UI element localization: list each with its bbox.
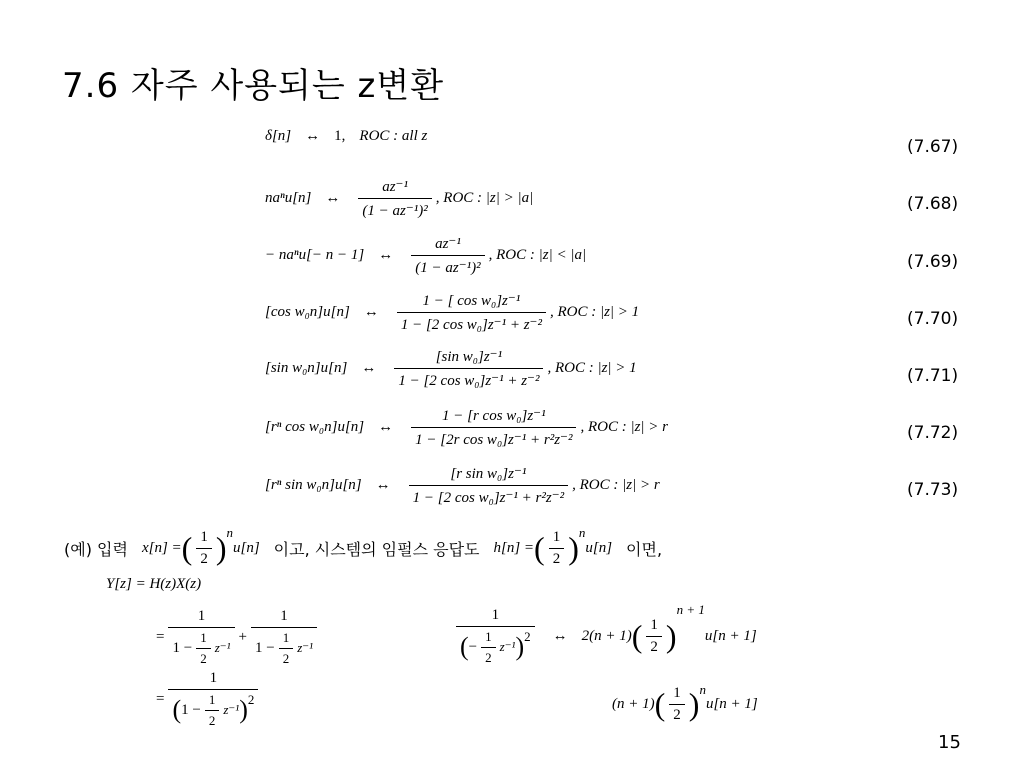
example-statement	[64, 525, 662, 571]
fraction-denominator: 2	[669, 704, 685, 724]
half-fraction	[481, 629, 496, 666]
double-arrow-icon: ↔	[552, 627, 568, 644]
fraction-numerator: 1	[485, 628, 492, 644]
equals-sign: =	[156, 628, 165, 645]
pair-lhs: naⁿu[n]	[265, 189, 312, 206]
squared-term	[456, 607, 535, 666]
z-pair-cosine	[265, 290, 639, 334]
right-paren: )	[515, 632, 525, 661]
equation-number: (7.67)	[907, 137, 959, 157]
x-n-label: x[n] =	[141, 539, 182, 556]
pair-fraction	[397, 291, 546, 334]
z-pair-n-a-power-n	[265, 176, 533, 220]
pair-roc: , ROC : |z| > r	[580, 418, 668, 435]
right-paren: )	[239, 695, 248, 724]
left-paren: (	[172, 695, 182, 724]
pair-roc: , ROC : |z| > 1	[547, 359, 637, 376]
pair-roc: , ROC : |z| < |a|	[488, 246, 587, 263]
pair-fraction	[394, 347, 543, 390]
equation-number: (7.73)	[907, 480, 959, 500]
fraction-denominator	[251, 627, 317, 667]
pair-fraction	[411, 406, 576, 449]
power-two: 2	[247, 691, 255, 707]
y-squared-expression	[156, 668, 262, 730]
pair-roc: , ROC : |z| > 1	[549, 303, 640, 320]
pair-fraction	[411, 234, 484, 277]
left-paren: (	[460, 632, 469, 661]
y-sum-expression	[156, 604, 321, 670]
double-arrow-icon: ↔	[361, 359, 377, 376]
double-arrow-icon: ↔	[378, 418, 394, 435]
double-arrow-icon: ↔	[378, 246, 394, 263]
equation-number: (7.70)	[907, 309, 959, 329]
pair-fraction	[358, 177, 431, 220]
left-paren: (	[654, 686, 666, 722]
half-fraction	[196, 630, 211, 667]
fraction-denominator: 2	[279, 648, 294, 667]
power-n: n	[226, 525, 233, 540]
fraction-denominator	[168, 627, 234, 667]
u-n: u[n]	[232, 539, 260, 556]
z-inverse: z⁻¹	[223, 702, 240, 717]
left-paren: (	[534, 530, 545, 566]
pair-rhs: 1,	[334, 127, 346, 144]
fraction-numerator: 1	[209, 669, 218, 686]
equation-number: (7.69)	[907, 252, 959, 272]
fraction-numerator: [sin w₀]z⁻¹	[435, 348, 503, 365]
fraction-denominator: 2	[196, 548, 212, 568]
z-pair-sine	[265, 346, 637, 390]
z-pair-left-sided	[265, 233, 586, 277]
fraction-denominator: (1 − az⁻¹)²	[411, 255, 484, 277]
fraction-numerator: 1	[208, 691, 216, 707]
second-term	[251, 608, 317, 667]
fraction-numerator: 1	[491, 606, 500, 623]
fraction-denominator	[168, 689, 258, 729]
fraction-numerator: 1	[650, 616, 658, 633]
y-definition	[106, 573, 201, 595]
fraction-denominator: 1 − [2r cos w₀]z⁻¹ + r²z⁻²	[411, 427, 576, 449]
side-transform-pair	[452, 602, 757, 670]
left-paren: (	[181, 530, 193, 566]
pair-roc: , ROC : |z| > |a|	[435, 189, 534, 206]
fraction-numerator: 1	[200, 528, 208, 545]
z-pair-delta	[265, 124, 427, 148]
half-fraction	[205, 692, 220, 729]
right-paren: )	[665, 618, 677, 654]
u-n: u[n]	[585, 539, 613, 556]
double-arrow-icon: ↔	[325, 189, 341, 206]
u-n-plus-1: u[n + 1]	[704, 627, 757, 644]
fraction-numerator: 1	[673, 684, 681, 701]
one-minus: 1 −	[172, 639, 193, 656]
fraction-denominator: 1 − [2 cos w₀]z⁻¹ + z⁻²	[394, 368, 543, 390]
equation-number: (7.72)	[907, 423, 959, 443]
pair-lhs: δ[n]	[265, 127, 292, 144]
power-n-plus-1: n + 1	[676, 602, 705, 617]
fraction-denominator: 1 − [2 cos w₀]z⁻¹ + r²z⁻²	[409, 485, 568, 507]
pair-roc: ROC : all z	[359, 127, 428, 144]
right-paren: )	[568, 530, 579, 566]
fraction-numerator: [r sin w₀]z⁻¹	[450, 465, 527, 482]
double-arrow-icon: ↔	[305, 127, 321, 144]
half-fraction	[669, 685, 685, 724]
fraction-denominator: 2	[196, 648, 211, 667]
z-inverse: z⁻¹	[297, 640, 314, 655]
fraction-numerator: az⁻¹	[382, 178, 408, 195]
u-n-plus-1: u[n + 1]	[705, 695, 758, 712]
half-fraction	[279, 630, 294, 667]
example-tail-text: 이면,	[626, 539, 663, 559]
fraction-numerator: az⁻¹	[435, 235, 461, 252]
squared-fraction	[168, 670, 258, 729]
pair-lhs: [rⁿ cos w₀n]u[n]	[265, 418, 365, 435]
half-fraction	[196, 529, 212, 568]
right-paren: )	[688, 686, 700, 722]
left-paren: (	[631, 618, 643, 654]
first-term	[168, 608, 234, 667]
fraction-denominator: 2	[646, 636, 662, 656]
power-n: n	[578, 525, 586, 540]
pair-lhs: − naⁿu[− n − 1]	[265, 246, 365, 263]
z-inverse: z⁻¹	[499, 639, 516, 654]
page-title: 7.6 자주 사용되는 z변환	[62, 66, 445, 106]
equals-sign: =	[156, 690, 165, 707]
fraction-numerator: 1 − [ cos w₀]z⁻¹	[422, 292, 521, 309]
fraction-denominator: (1 − az⁻¹)²	[358, 198, 431, 220]
half-fraction	[646, 617, 662, 656]
pair-lhs: [cos w₀n]u[n]	[265, 303, 350, 320]
fraction-denominator: 2	[481, 647, 496, 666]
pair-lhs: [rⁿ sin w₀n]u[n]	[265, 476, 362, 493]
plus-sign: +	[238, 628, 247, 645]
fraction-denominator: 1 − [2 cos w₀]z⁻¹ + z⁻²	[397, 312, 546, 334]
inverse-result	[612, 682, 758, 726]
one-minus: 1 −	[181, 701, 201, 718]
pair-lhs: [sin w₀n]u[n]	[265, 359, 348, 376]
equation-number: (7.71)	[907, 366, 959, 386]
power-two: 2	[524, 628, 531, 644]
pair-roc: , ROC : |z| > r	[572, 476, 660, 493]
fraction-denominator: 2	[549, 548, 565, 568]
z-pair-damped-sine	[265, 462, 660, 508]
double-arrow-icon: ↔	[375, 476, 391, 493]
equation-number: (7.68)	[907, 194, 959, 214]
example-lead: (예) 입력	[64, 539, 128, 559]
right-paren: )	[215, 530, 227, 566]
fraction-numerator: 1	[197, 607, 206, 624]
example-mid-text: 이고, 시스템의 임펄스 응답도	[273, 539, 480, 559]
fraction-denominator	[456, 626, 535, 666]
power-n: n	[699, 682, 706, 697]
z-pair-damped-cosine	[265, 404, 668, 450]
rhs-bottom-prefix: (n + 1)	[612, 695, 655, 712]
minus-sign: −	[468, 638, 478, 655]
fraction-numerator: 1 − [r cos w₀]z⁻¹	[441, 407, 546, 424]
rhs-top-prefix: 2(n + 1)	[581, 627, 632, 644]
fraction-denominator: 2	[205, 710, 220, 729]
page-number: 15	[938, 732, 961, 753]
h-n-label: h[n] =	[493, 539, 535, 556]
one-minus: 1 −	[254, 639, 275, 656]
fraction-numerator: 1	[200, 629, 207, 645]
fraction-numerator: 1	[280, 607, 288, 624]
half-fraction	[549, 529, 565, 568]
fraction-numerator: 1	[282, 629, 290, 645]
fraction-numerator: 1	[552, 528, 561, 545]
y-equation: Y[z] = H(z)X(z)	[106, 575, 202, 592]
double-arrow-icon: ↔	[363, 303, 379, 320]
pair-fraction	[409, 464, 568, 507]
z-inverse: z⁻¹	[214, 640, 231, 655]
